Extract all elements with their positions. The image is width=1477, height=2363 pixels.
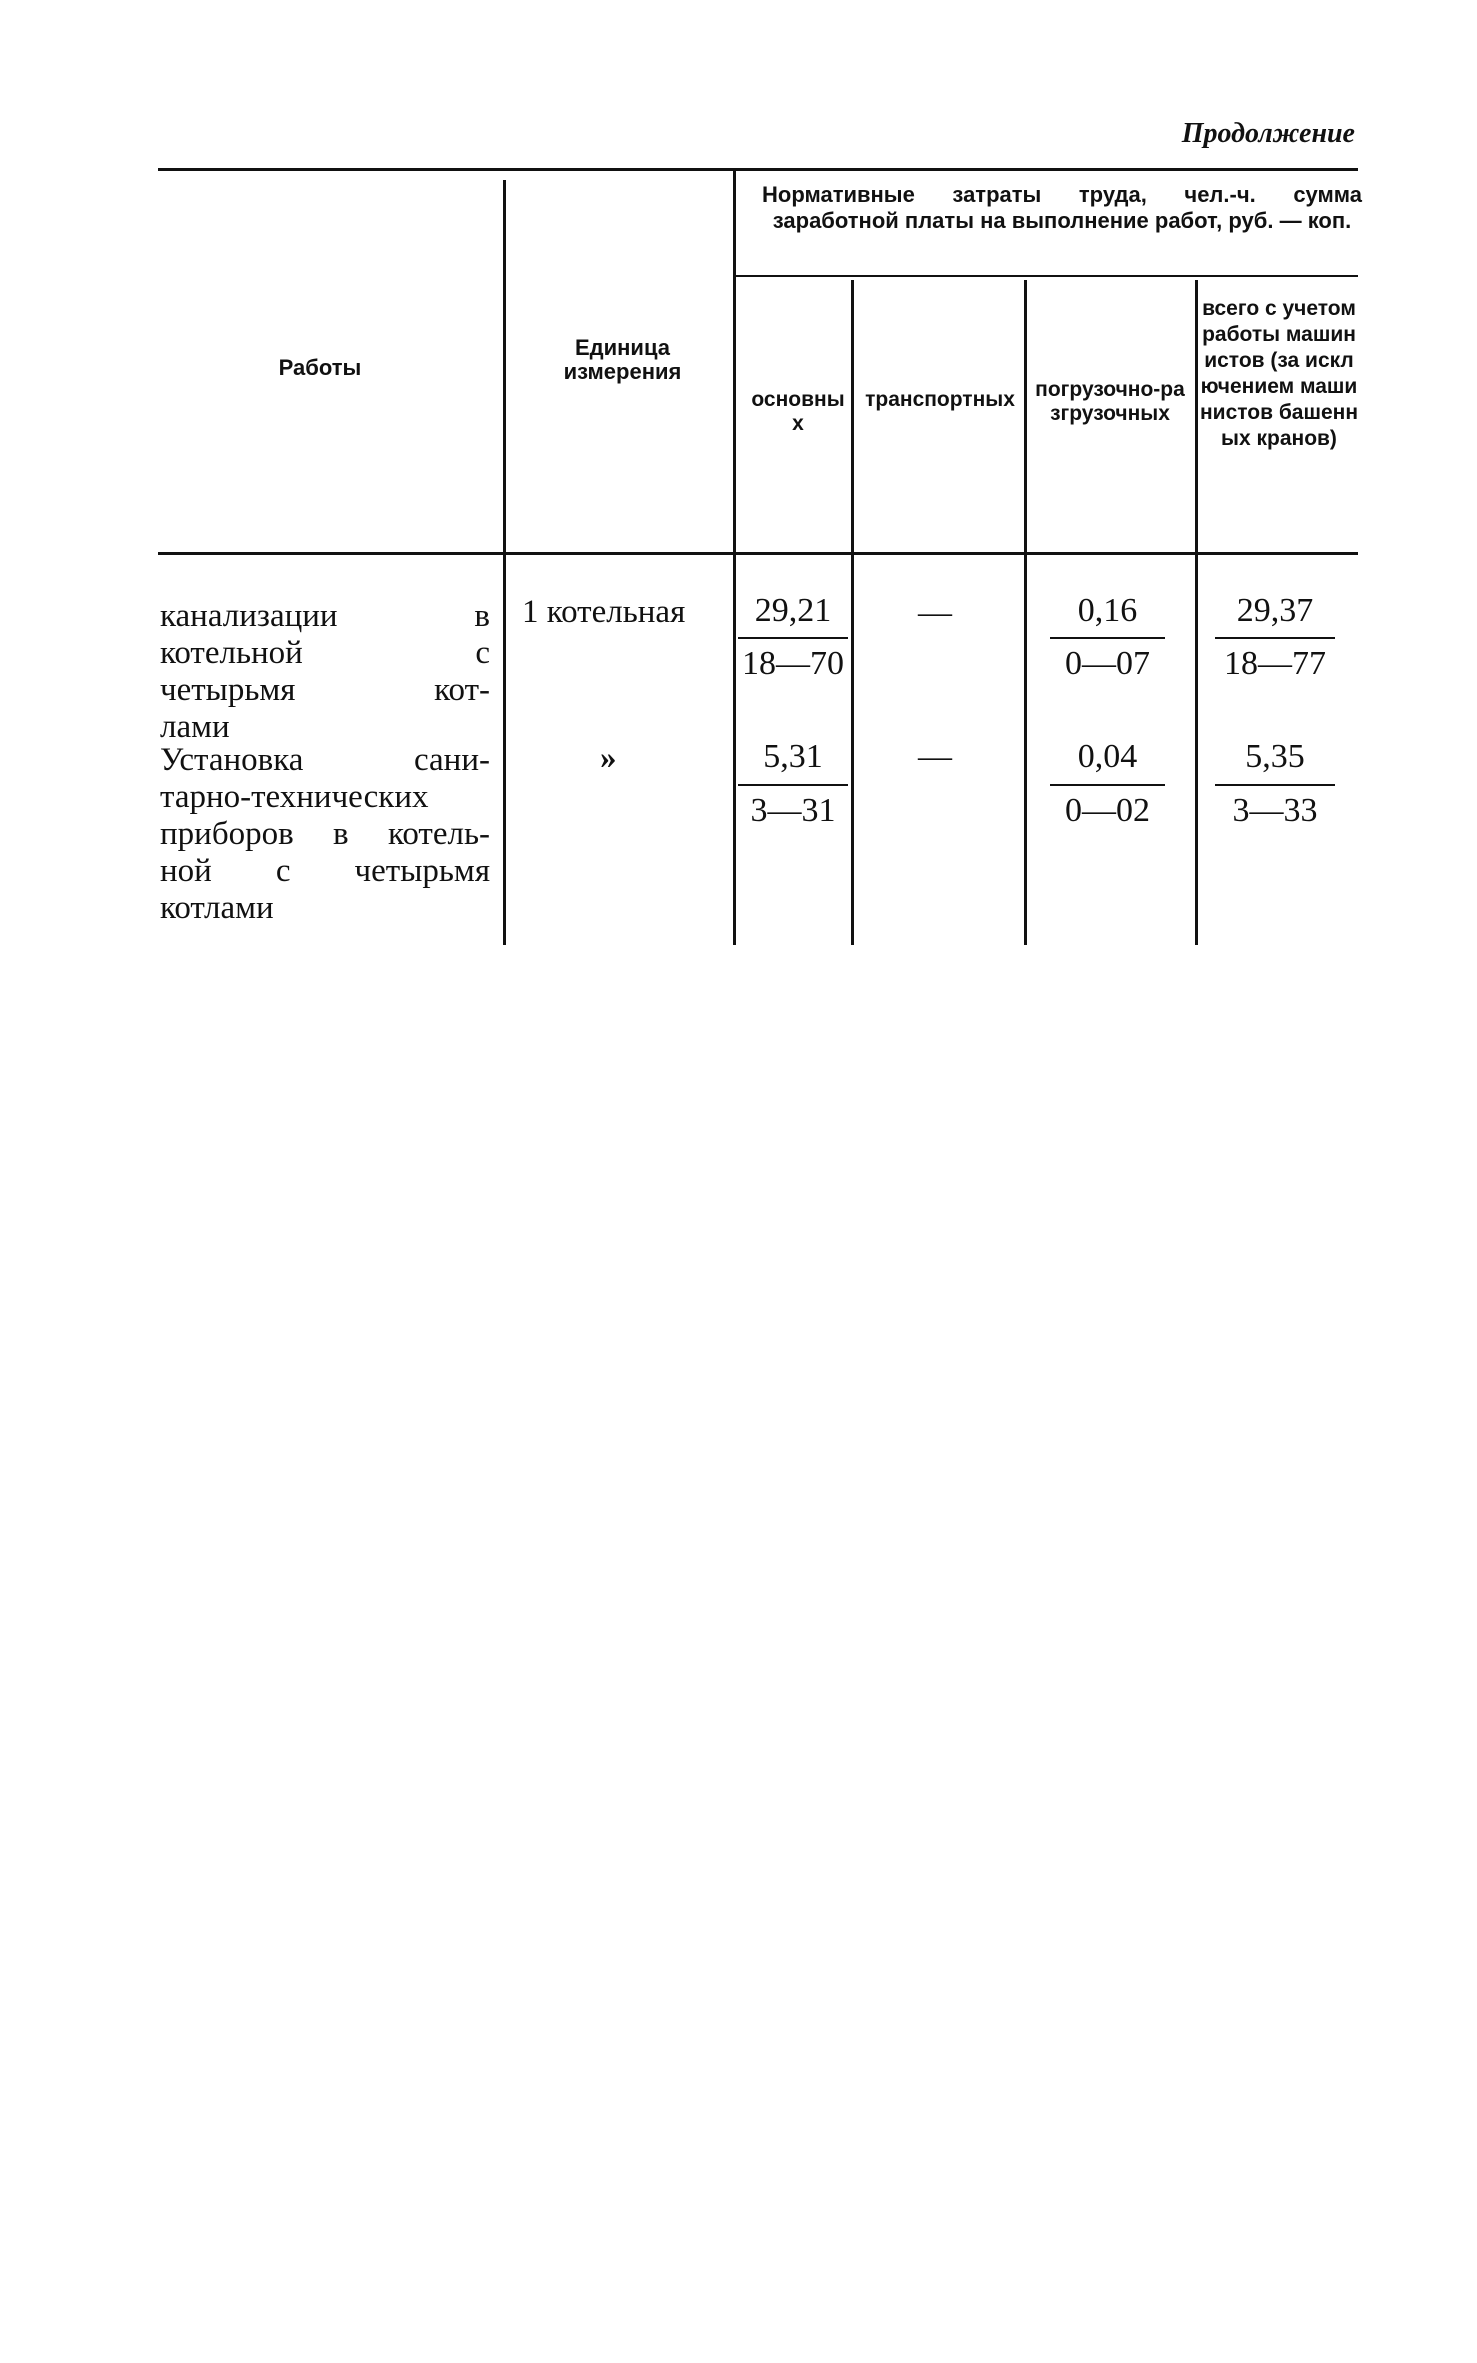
- row-2-total-fraction-bar: [1215, 784, 1335, 786]
- work-line: приборов в котель-: [160, 816, 490, 852]
- work-line: ной с четырьмя: [160, 853, 490, 889]
- table-row-2-unit: »: [600, 740, 617, 776]
- col-divider-works: [503, 180, 506, 945]
- row-1-total-bottom: 18—77: [1224, 645, 1326, 682]
- row-1-total-fraction-bar: [1215, 637, 1335, 639]
- row-2-total-top: 5,35: [1245, 738, 1305, 775]
- header-unit: Единица измерения: [563, 335, 682, 384]
- row-1-main-fraction-bar: [738, 637, 848, 639]
- table-row-1-work: [160, 598, 490, 746]
- row-2-main-bottom: 3—31: [750, 792, 836, 829]
- work-line: четырьмя кот-: [160, 672, 490, 708]
- row-2-main-fraction-bar: [738, 784, 848, 786]
- row-2-total-bottom: 3—33: [1232, 792, 1318, 829]
- subheader-rule: [735, 275, 1358, 277]
- header-works: Работы: [278, 355, 362, 380]
- col-divider-transport: [1024, 280, 1027, 945]
- row-2-loading-bottom: 0—02: [1065, 792, 1150, 829]
- row-1-transport-value: —: [918, 594, 952, 631]
- col-divider-main: [851, 280, 854, 945]
- work-line: котельной с: [160, 635, 490, 671]
- row-2-main-top: 5,31: [763, 738, 823, 775]
- work-line: лами: [160, 709, 230, 745]
- row-1-total-top: 29,37: [1236, 592, 1314, 629]
- continuation-label: Продолжение: [1181, 118, 1355, 149]
- row-2-loading-top: 0,04: [1077, 738, 1138, 775]
- table-row-2-work: [160, 742, 490, 927]
- row-1-main-bottom: 18—70: [742, 645, 844, 682]
- row-1-loading-bottom: 0—07: [1065, 645, 1150, 682]
- row-2-loading-fraction-bar: [1050, 784, 1165, 786]
- header-col-loading: погрузочно-разгрузочных: [1035, 378, 1185, 425]
- work-line: Установка сани-: [160, 742, 490, 778]
- work-line: тарно-технических: [160, 779, 429, 815]
- col-divider-unit: [733, 168, 736, 945]
- work-line: канализации в: [160, 598, 490, 634]
- table-row-1-unit: 1 котельная: [522, 594, 686, 630]
- row-1-loading-fraction-bar: [1050, 637, 1165, 639]
- row-2-transport-value: —: [918, 738, 952, 775]
- work-line: котлами: [160, 890, 274, 926]
- header-col-transport: транспортных: [865, 388, 1015, 411]
- row-1-loading-top: 0,16: [1077, 592, 1138, 629]
- header-bottom-rule: [158, 552, 1358, 555]
- header-norm-group: Нормативные затраты труда, чел.-ч. сумма заработной платы на выполнение работ, руб. — коп.: [762, 182, 1362, 233]
- header-col-total: всего с учетом работы машинистов (за исключением машинистов башенных кранов): [1199, 297, 1359, 450]
- header-col-main: основных: [751, 388, 845, 435]
- row-1-main-top: 29,21: [754, 592, 832, 629]
- table-top-rule: [158, 168, 1358, 171]
